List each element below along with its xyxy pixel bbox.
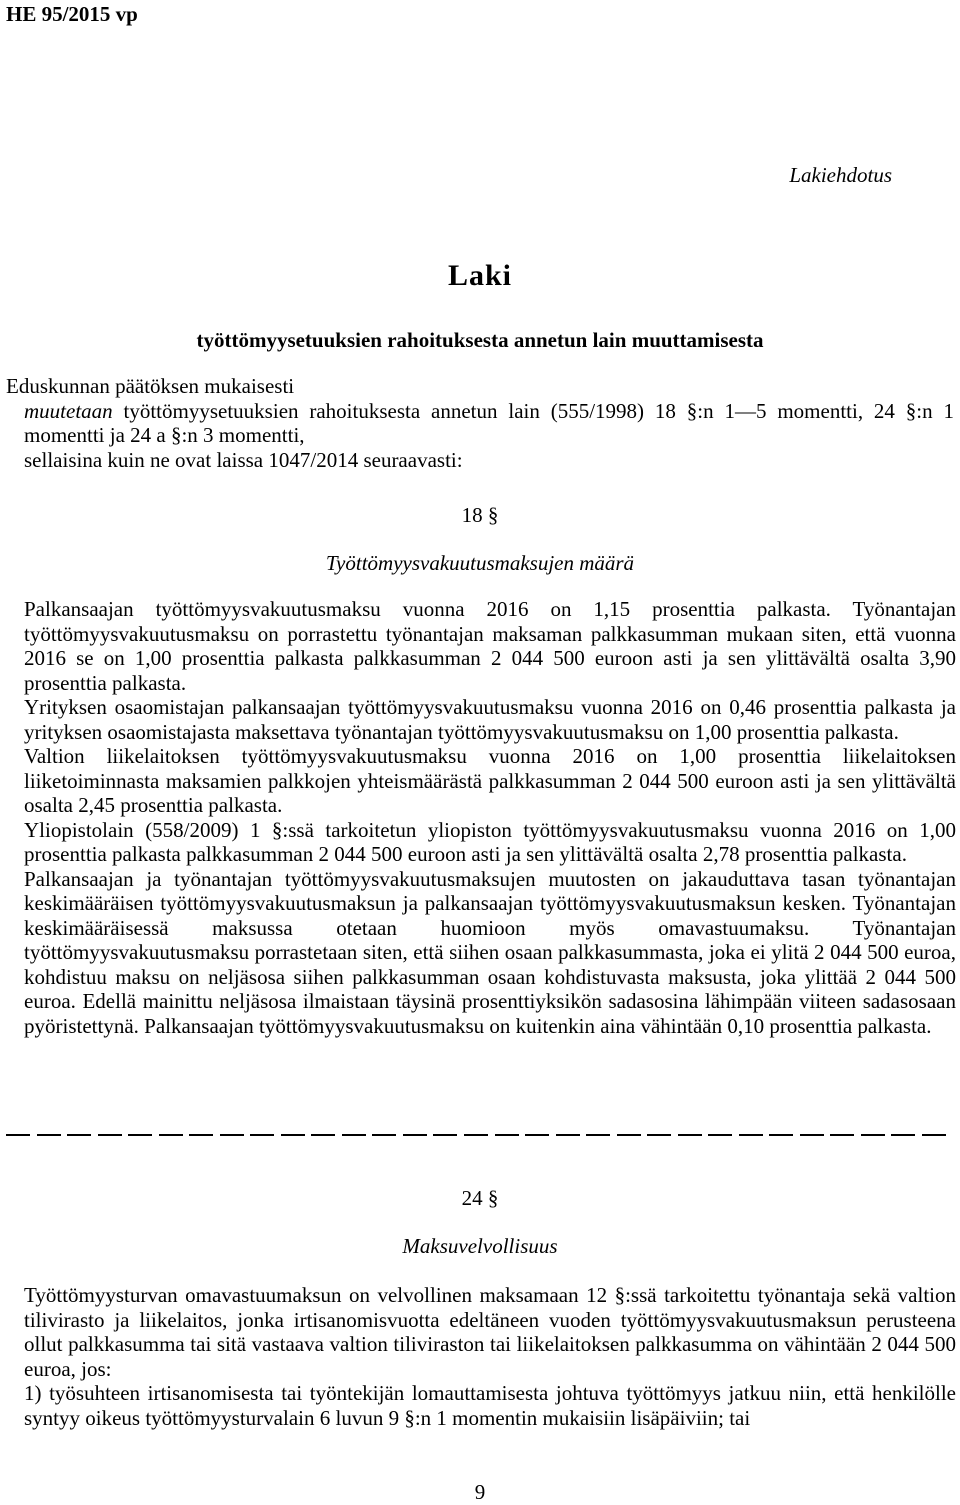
section-18-body [6, 597, 956, 1038]
section-24-number: 24 § [461, 1186, 499, 1210]
section-18-number: 18 § [461, 503, 499, 527]
intro-line-3: sellaisina kuin ne ovat laissa 1047/2014 seuraavasti: [24, 447, 463, 472]
enactment-clause [6, 374, 954, 472]
page-number: 9 [474, 1480, 486, 1504]
section-24-paragraph-2: 1) työsuhteen irtisanomisesta tai työntekijän lomauttamisesta johtuva työttömyys jatkuu niin, että henkilölle syntyy oikeus työttömyysturvalain 6 luvun 9 §:n 1 momentin mukaisiin lisäpäiviin; tai [24, 1381, 956, 1430]
law-subtitle: työttömyysetuuksien rahoituksesta annetun lain muuttamisesta [196, 328, 764, 352]
section-24-body [6, 1283, 956, 1430]
section-18-paragraph-5: Palkansaajan ja työnantajan työttömyysvakuutusmaksujen muutosten on jakauduttava tasan työnantajan keskimääräisen työttömyysvakuutusmaksun ja palkansaajan työttömyysvakuutusmaksun kesken. Työnantajan keskimääräisessä maksussa otetaan huomioon myös omavastuumaksu. Työnantajan työttömyysvakuutusmaksu porrastetaan siten, että siihen osaan palkkasummasta, joka ei ylitä 2 044 500 euroa, kohdistuu maksu on neljäsosa siihen palkkasumman osaan kohdistuvasta maksusta, joka ylittää 2 044 500 euroa. Edellä mainittu neljäsosa ilmaistaan täysinä prosenttiyksikön sadasosina lähimpään viiteen sadasosaan pyöristettynä. Palkansaajan työttömyysvakuutusmaksu on kuitenkin aina vähintään 0,10 prosenttia palkasta. [24, 866, 956, 1038]
amend-text: työttömyysetuuksien rahoituksesta annetun lain (555/1998) 18 §:n 1—5 momentti, 24 §:n 1 momentti ja 24 a §:n 3 momentti, [24, 398, 954, 447]
intro-amendment [6, 399, 954, 448]
section-18-paragraph-3: Valtion liikelaitoksen työttömyysvakuutusmaksu vuonna 2016 on 1,00 prosenttia liikelaitoksen liiketoiminnasta maksamien palkkojen yhteismäärästä palkkasumman 2 044 500 euroon asti ja sen ylittävältä osalta 2,45 prosenttia palkasta. [24, 744, 956, 817]
law-title: Laki [447, 259, 513, 292]
section-18-paragraph-2: Yrityksen osaomistajan palkansaajan työttömyysvakuutusmaksu vuonna 2016 on 0,46 prosenttia palkasta ja yrityksen osaomistajasta maksettava työnantajan työttömyysvakuutusmaksu on 1,00 prosenttia palkasta. [24, 695, 956, 744]
section-24-heading: Maksuvelvollisuus [402, 1234, 558, 1258]
omission-divider [6, 1134, 946, 1136]
document-id: HE 95/2015 vp [6, 2, 138, 26]
section-18-paragraph-1: Palkansaajan työttömyysvakuutusmaksu vuonna 2016 on 1,15 prosenttia palkasta. Työnantajan työttömyysvakuutusmaksu on porrastettu työnantajan maksaman palkkasumman mukaan siten, että vuonna 2016 se on 1,00 prosenttia palkasta palkkasumman 2 044 500 euroon asti ja sen ylittävältä osalta 3,90 prosenttia palkasta. [24, 597, 956, 695]
section-18-paragraph-4: Yliopistolain (558/2009) 1 §:ssä tarkoitetun yliopiston työttömyysvakuutusmaksu vuonna 2016 on 1,00 prosenttia palkasta palkkasumman 2 044 500 euroon asti ja sen ylittävältä osalta 2,78 prosenttia palkasta. [24, 817, 956, 866]
intro-line-1: Eduskunnan päätöksen mukaisesti [6, 374, 295, 398]
section-24-paragraph-1: Työttömyysturvan omavastuumaksun on velvollinen maksamaan 12 §:ssä tarkoitettu työnantaja sekä valtion tilivirasto ja liikelaitos, jonka irtisanomisvuotta edeltäneen vuoden työttömyysvakuutusmaksun perusteena ollut palkkasumma tai sitä vastaava valtion tiliviraston tai liikelaitoksen palkkasumma on vähintään 2 044 500 euroa, jos: [24, 1283, 956, 1381]
amend-word: muutetaan [24, 398, 113, 423]
proposal-label: Lakiehdotus [789, 163, 892, 187]
section-18-heading: Työttömyysvakuutusmaksujen määrä [325, 551, 635, 575]
